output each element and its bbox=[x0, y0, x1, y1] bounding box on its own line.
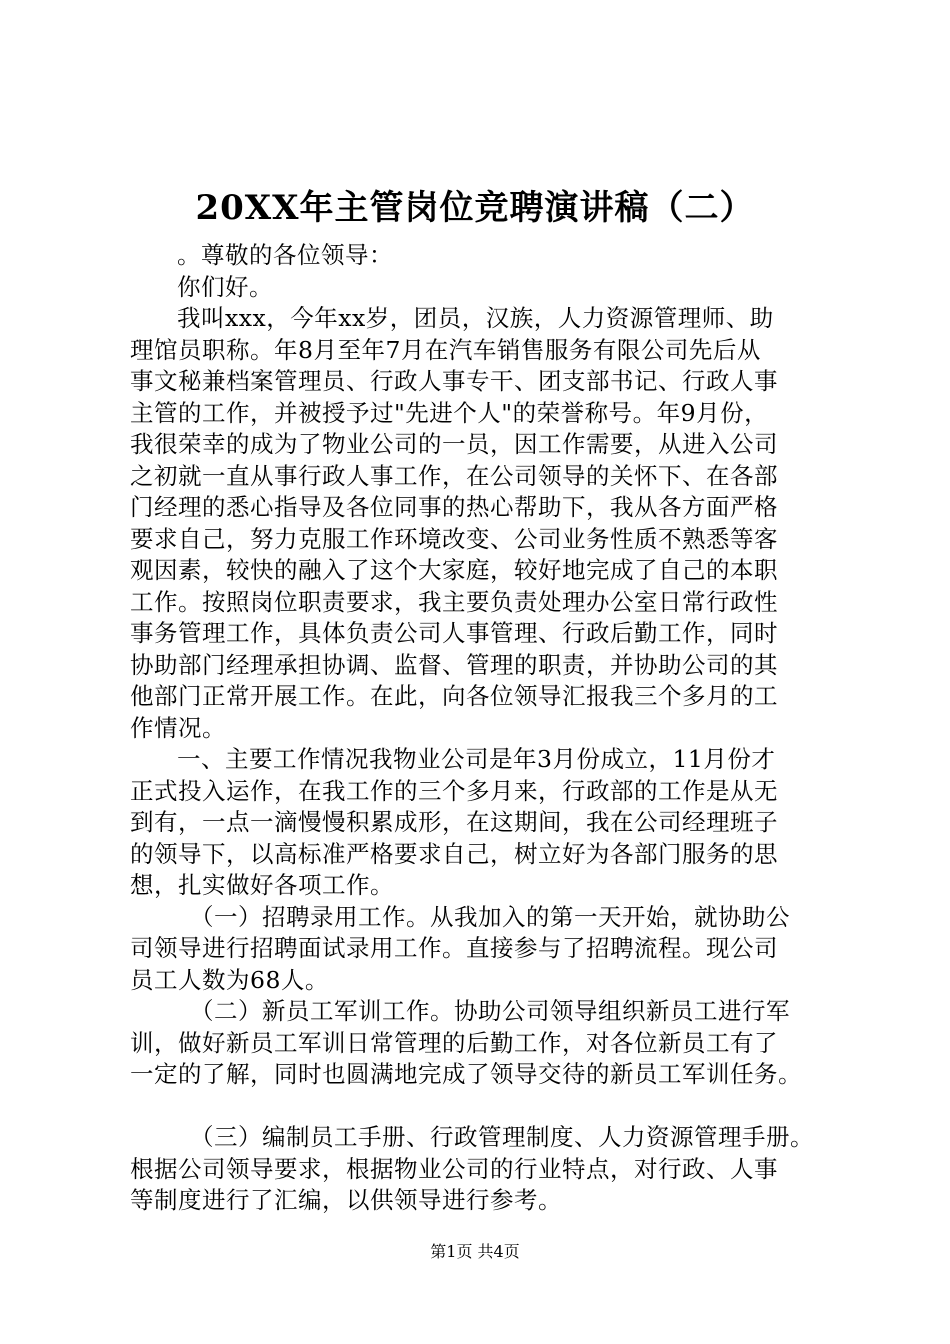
text-line: 作情况。 bbox=[130, 713, 226, 742]
text-line: 他部门正常开展工作。在此，向各位领导汇报我三个多月的工 bbox=[130, 682, 778, 710]
text-line: 门经理的悉心指导及各位同事的热心帮助下，我从各方面严格 bbox=[130, 493, 778, 521]
text-line: 主管的工作，并被授予过"先进个人"的荣誉称号。年9月份， bbox=[130, 398, 769, 427]
text-line: （二）新员工军训工作。协助公司领导组织新员工进行军 bbox=[190, 997, 790, 1025]
text-line: 工作。按照岗位职责要求，我主要负责处理办公室日常行政性 bbox=[130, 587, 778, 616]
text-line: 一、主要工作情况我物业公司是年3月份成立，11月份才 bbox=[177, 745, 776, 773]
text-line: 。尊敬的各位领导： bbox=[177, 241, 393, 269]
text-line: 司领导进行招聘面试录用工作。直接参与了招聘流程。现公司 bbox=[130, 934, 778, 962]
page-footer: 第1页 共4页 bbox=[430, 1242, 520, 1261]
text-line: 事文秘兼档案管理员、行政人事专干、团支部书记、行政人事 bbox=[130, 367, 778, 395]
document-title: 20XX年主管岗位竞聘演讲稿（二） bbox=[195, 188, 755, 228]
text-line: 理馆员职称。年8月至年7月在汽车销售服务有限公司先后从 bbox=[130, 335, 761, 364]
text-line: 我很荣幸的成为了物业公司的一员，因工作需要，从进入公司 bbox=[130, 430, 778, 458]
text-line: 正式投入运作，在我工作的三个多月来，行政部的工作是从无 bbox=[130, 776, 778, 805]
text-line: 之初就一直从事行政人事工作，在公司领导的关怀下、在各部 bbox=[130, 461, 778, 490]
text-line: 员工人数为68人。 bbox=[130, 965, 329, 994]
blank-line bbox=[130, 1091, 850, 1123]
text-line: 事务管理工作，具体负责公司人事管理、行政后勤工作，同时 bbox=[130, 619, 778, 647]
text-line: 到有，一点一滴慢慢积累成形，在这期间，我在公司经理班子 bbox=[130, 808, 778, 836]
text-line: 根据公司领导要求，根据物业公司的行业特点，对行政、人事 bbox=[130, 1154, 778, 1183]
document-body bbox=[130, 240, 850, 1217]
text-line: 你们好。 bbox=[177, 272, 273, 301]
text-line: 的领导下，以高标准严格要求自己，树立好为各部门服务的思 bbox=[130, 839, 778, 868]
text-line: （三）编制员工手册、行政管理制度、人力资源管理手册。 bbox=[190, 1123, 814, 1151]
text-line: 训，做好新员工军训日常管理的后勤工作，对各位新员工有了 bbox=[130, 1028, 778, 1057]
text-line: 一定的了解，同时也圆满地完成了领导交待的新员工军训任务。 bbox=[130, 1060, 802, 1088]
text-line: 观因素，较快的融入了这个大家庭，较好地完成了自己的本职 bbox=[130, 556, 778, 584]
text-line: 我叫xxx，今年xx岁，团员，汉族，人力资源管理师、助 bbox=[177, 304, 774, 332]
text-line: 想，扎实做好各项工作。 bbox=[130, 871, 394, 899]
text-line: 要求自己，努力克服工作环境改变、公司业务性质不熟悉等客 bbox=[130, 524, 778, 553]
text-line: （一）招聘录用工作。从我加入的第一天开始，就协助公 bbox=[190, 902, 790, 931]
text-line: 等制度进行了汇编，以供领导进行参考。 bbox=[130, 1186, 562, 1214]
text-line: 协助部门经理承担协调、监督、管理的职责，并协助公司的其 bbox=[130, 650, 778, 679]
